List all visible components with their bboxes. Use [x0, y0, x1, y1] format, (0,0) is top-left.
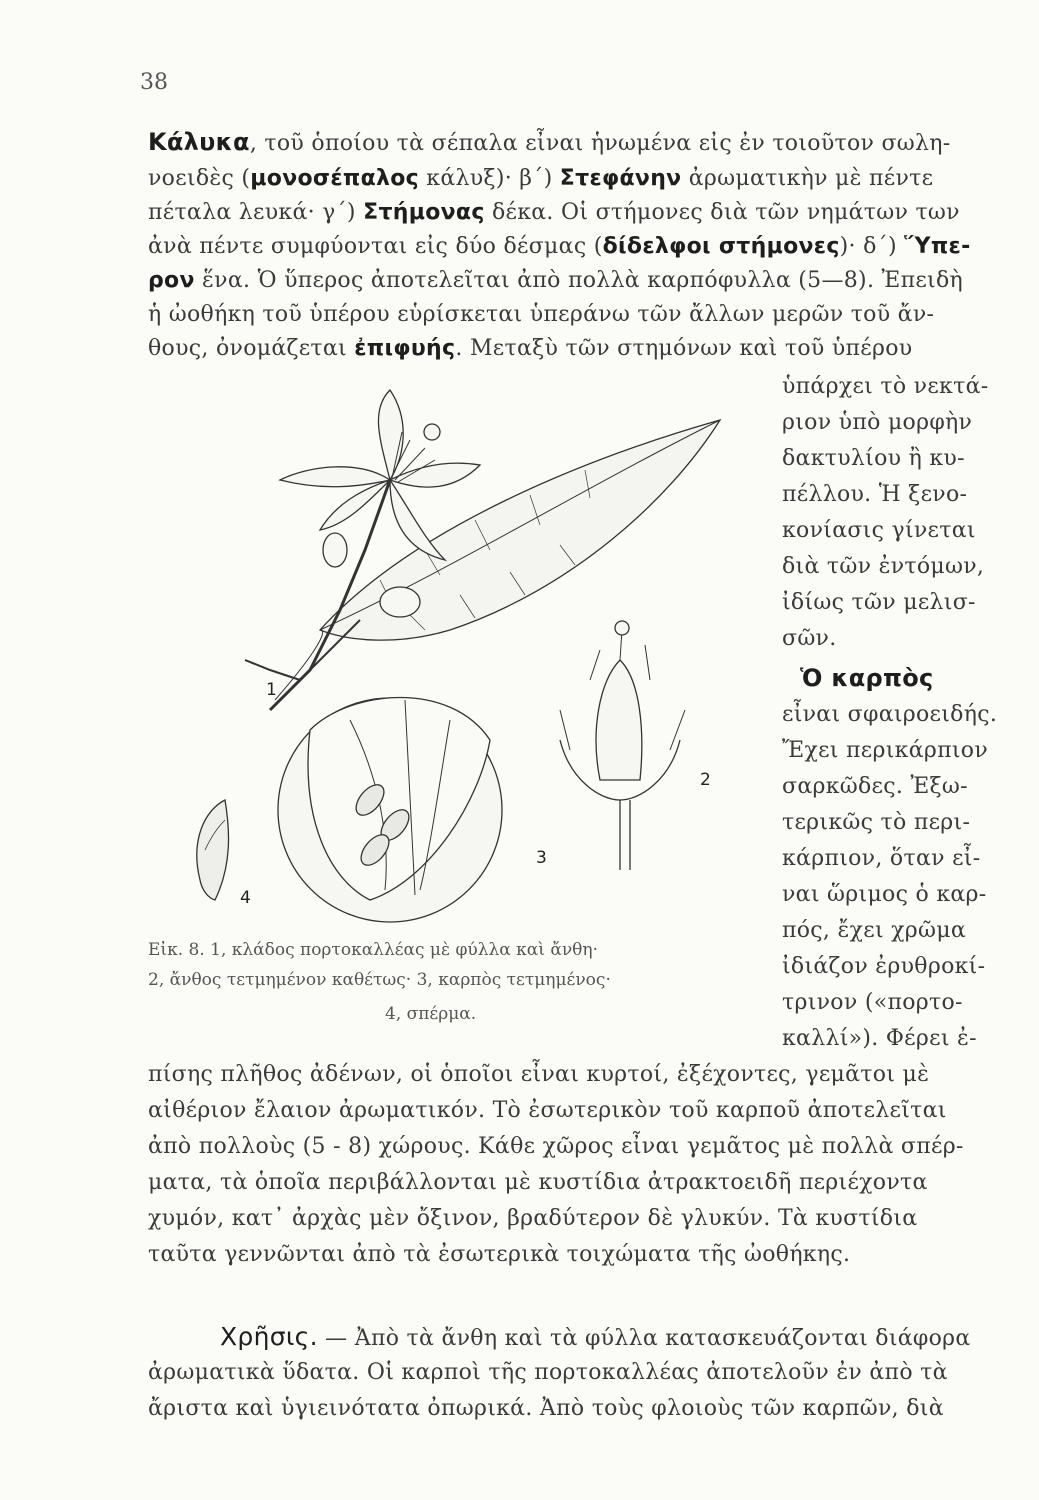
- text-line: ἰδιάζον ἐρυθροκί-: [782, 954, 986, 979]
- text-line: ριον ὑπὸ μορφὴν: [782, 410, 973, 435]
- text-line: χυμόν, κατ᾿ ἀρχὰς μὲν ὄξινον, βραδύτερον δὲ γλυκύν. Τὰ κυστίδια: [148, 1206, 918, 1231]
- text-line: [148, 302, 934, 327]
- text-line: διὰ τῶν ἐντόμων,: [782, 554, 985, 579]
- text-line: [148, 234, 971, 259]
- uses-heading: Χρῆσις.: [220, 1322, 318, 1351]
- term-kalyka: Κάλυκα: [148, 128, 250, 156]
- text-span: δέκα. Οἱ στήμονες διὰ τῶν νημάτων των: [484, 200, 960, 225]
- text-line: [220, 1322, 971, 1351]
- text-line: ἰδίως τῶν μελισ-: [782, 590, 976, 615]
- page-number: 38: [140, 70, 168, 95]
- text-span: κάλυξ)· β΄): [418, 166, 560, 191]
- term-bold: Στήμονας: [363, 200, 485, 225]
- text-line: ταῦτα γεννῶνται ἀπὸ τὰ ἐσωτερικὰ τοιχώματα τῆς ὠοθήκης.: [148, 1242, 851, 1267]
- text-span: ἕνα. Ὁ ὕπερος ἀποτελεῖται ἀπὸ πολλὰ καρπόφυλλα (5—8). Ἐπειδὴ: [194, 268, 964, 293]
- text-span: νοειδὲς (: [148, 166, 251, 191]
- term-bold: ρον: [148, 268, 195, 293]
- text-span: ἀρωματικὴν μὲ πέντε: [681, 166, 934, 191]
- text-line: πίσης πλῆθος ἀδένων, οἱ ὁποῖοι εἶναι κυρτοί, ἐξέχοντες, γεμᾶτοι μὲ: [148, 1062, 930, 1087]
- text-line: [148, 128, 950, 156]
- text-span: )· δ΄): [839, 234, 905, 259]
- text-line: ματα, τὰ ὁποῖα περιβάλλονται μὲ κυστίδια ἀτρακτοειδῆ περιέχοντα: [148, 1170, 928, 1195]
- term-bold: μονοσέπαλος: [250, 166, 419, 191]
- text-line: τερικῶς τὸ περι-: [782, 810, 971, 835]
- text-line: κονίασις γίνεται: [782, 518, 976, 543]
- text-line: ἀρωματικὰ ὕδατα. Οἱ καρποὶ τῆς πορτοκαλλέας ἀποτελοῦν ἐν ἀπὸ τὰ: [148, 1360, 948, 1385]
- text-line: κάρπιον, ὅταν εἶ-: [782, 846, 981, 871]
- section-heading-karpos: Ὁ καρπὸς: [800, 664, 934, 692]
- caption-line: 2, ἄνθος τετμημένον καθέτως· 3, καρπὸς τετμημένος·: [148, 970, 611, 990]
- caption-line: Εἰκ. 8. 1, κλάδος πορτοκαλλέας μὲ φύλλα καὶ ἄνθη·: [148, 940, 598, 960]
- figure-label-2: 2: [700, 770, 711, 790]
- figure-label-4: 4: [240, 888, 251, 908]
- text-line: [148, 166, 933, 191]
- text-line: [148, 268, 963, 293]
- text-span: πέταλα λευκά· γ΄): [148, 200, 364, 225]
- text-line: [148, 336, 912, 361]
- text-line: ὑπάρχει τὸ νεκτά-: [782, 374, 989, 399]
- text-line: ἀπὸ πολλοὺς (5 - 8) χώρους. Κάθε χῶρος εἶναι γεμᾶτος μὲ πολλὰ σπέρ-: [148, 1134, 964, 1159]
- term-bold: Ὕπε-: [904, 234, 971, 259]
- text-span: θους, ὀνομάζεται: [148, 336, 355, 361]
- term-bold: δίδελφοι στήμονες: [602, 234, 840, 259]
- term-bold: Στεφάνην: [559, 166, 682, 191]
- text-line: Ἔχει περικάρπιον: [782, 738, 988, 763]
- caption-line: 4, σπέρμα.: [385, 1004, 477, 1024]
- text-span: — Ἀπὸ τὰ ἄνθη καὶ τὰ φύλλα κατασκευάζονται διάφορα: [317, 1326, 971, 1351]
- text-line: [148, 200, 960, 225]
- figure-label-3: 3: [536, 848, 547, 868]
- text-line: δακτυλίου ἢ κυ-: [782, 446, 965, 471]
- term-bold: ἐπιφυής: [354, 336, 456, 361]
- text-line: πέλλου. Ἡ ξενο-: [782, 482, 968, 507]
- text-line: πός, ἔχει χρῶμα: [782, 918, 967, 943]
- text-line: εἶναι σφαιροειδής.: [782, 702, 998, 727]
- text-line: ἄριστα καὶ ὑγιεινότατα ὀπωρικά. Ἀπὸ τοὺς φλοιοὺς τῶν καρπῶν, διὰ: [148, 1396, 944, 1421]
- text-line: αἰθέριον ἔλαιον ἀρωματικόν. Τὸ ἐσωτερικὸν τοῦ καρποῦ ἀποτελεῖται: [148, 1098, 947, 1123]
- orange-tree-illustration: [150, 380, 780, 940]
- figure-label-1: 1: [266, 680, 277, 700]
- text-line: τρινον («πορτο-: [782, 990, 963, 1015]
- text-span: . Μεταξὺ τῶν στημόνων καὶ τοῦ ὑπέρου: [455, 336, 913, 361]
- text-line: σῶν.: [782, 626, 837, 651]
- text-span: ἀνὰ πέντε συμφύονται εἰς δύο δέσμας (: [148, 234, 603, 259]
- text-line: σαρκῶδες. Ἐξω-: [782, 774, 968, 799]
- text-span: , τοῦ ὁποίου τὰ σέπαλα εἶναι ἡνωμένα εἰς ἐν τοιοῦτον σωλη-: [249, 131, 951, 156]
- text-span: ἡ ὠοθήκη τοῦ ὑπέρου εὑρίσκεται ὑπεράνω τῶν ἄλλων μερῶν τοῦ ἄν-: [148, 302, 935, 327]
- text-line: ναι ὥριμος ὁ καρ-: [782, 882, 987, 907]
- text-line: καλλί»). Φέρει ἐ-: [782, 1026, 977, 1051]
